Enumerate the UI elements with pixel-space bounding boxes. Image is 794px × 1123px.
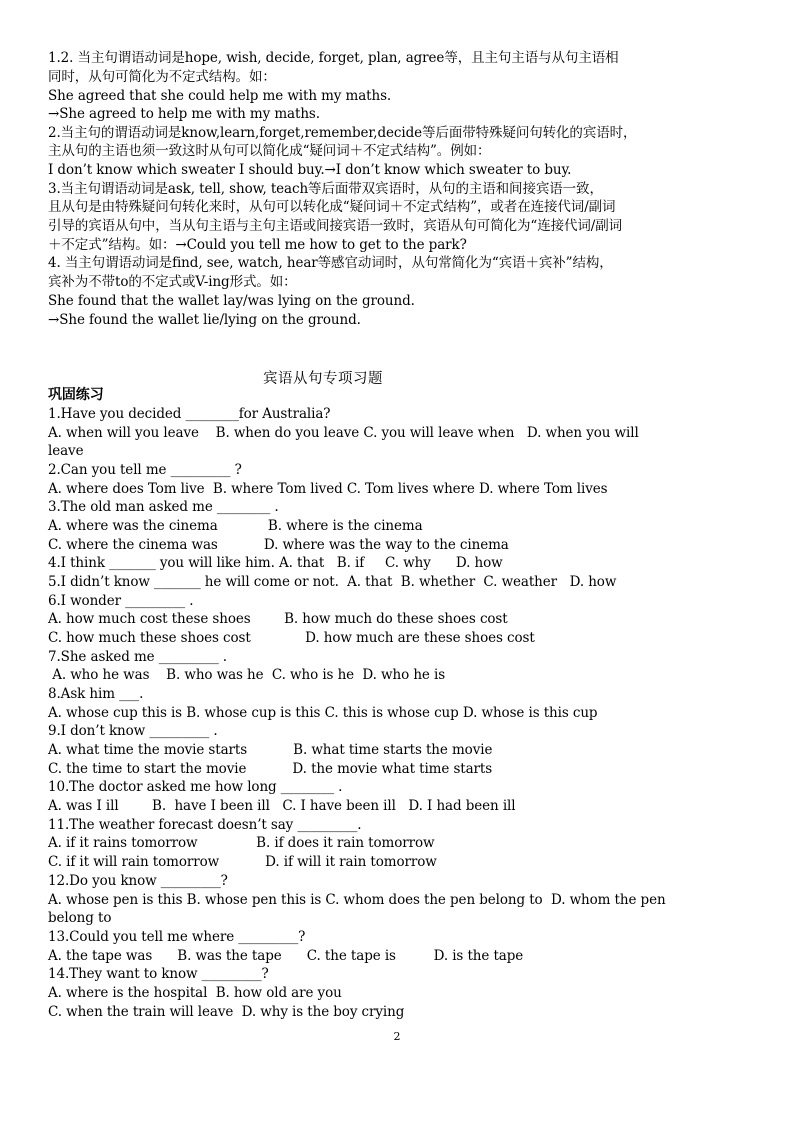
text-line: →She found the wallet lie/lying on the ground. bbox=[48, 312, 361, 328]
page-number: 2 bbox=[393, 1030, 401, 1043]
exercise-line: C. when the train will leave D. why is the boy crying bbox=[48, 1004, 405, 1020]
exercise-line: 4.I think _______ you will like him. A. that B. if C. why D. how bbox=[48, 555, 503, 571]
exercise-line: A. where was the cinema B. where is the cinema bbox=[48, 518, 423, 534]
exercise-line: 2.Can you tell me _________ ? bbox=[48, 462, 242, 478]
exercise-line: 13.Could you tell me where _________? bbox=[48, 929, 306, 945]
text-line: 引导的宾语从句中，当从句主语与主句主语或间接宾语一致时，宾语从句可简化为“连接代词/副词 bbox=[48, 218, 623, 234]
text-line: 主从句的主语也须一致这时从句可以简化成“疑问词＋不定式结构”。例如： bbox=[48, 143, 491, 159]
text-line: 4. 当主句谓语动词是find, see, watch, hear等感官动词时，从句常简化为“宾语＋宾补”结构， bbox=[48, 255, 613, 271]
exercise-line: 8.Ask him ___. bbox=[48, 686, 144, 702]
text-line: I don’t know which sweater I should buy.→I don’t know which sweater to buy. bbox=[48, 162, 572, 178]
text-line: She agreed that she could help me with my maths. bbox=[48, 88, 392, 104]
exercise-line: 3.The old man asked me ________ . bbox=[48, 499, 279, 515]
exercise-line: 11.The weather forecast doesn’t say _________. bbox=[48, 817, 362, 833]
exercise-line: A. who he was B. who was he C. who is he D. who he is bbox=[48, 667, 446, 683]
exercise-line: A. what time the movie starts B. what time starts the movie bbox=[48, 742, 493, 758]
exercise-line: A. how much cost these shoes B. how much do these shoes cost bbox=[48, 611, 508, 627]
exercise-line: A. the tape was B. was the tape C. the tape is D. is the tape bbox=[48, 948, 524, 964]
exercise-line: 10.The doctor asked me how long ________ . bbox=[48, 779, 343, 795]
text-line: 1.2. 当主句谓语动词是hope, wish, decide, forget, plan, agree等，且主句主语与从句主语相 bbox=[48, 50, 619, 66]
exercise-line: 12.Do you know _________? bbox=[48, 873, 228, 889]
exercise-line: 7.She asked me _________ . bbox=[48, 649, 227, 665]
text-line: 且从句是由特殊疑问句转化来时，从句可以转化成“疑问词＋不定式结构”，或者在连接代词/副词 bbox=[48, 199, 616, 215]
text-line: →She agreed to help me with my maths. bbox=[48, 106, 320, 122]
text-line: 3.当主句谓语动词是ask, tell, show, teach等后面带双宾语时，从句的主语和间接宾语一致， bbox=[48, 181, 603, 197]
text-line: 2.当主句的谓语动词是know,learn,forget,remember,decide等后面带特殊疑问句转化的宾语时， bbox=[48, 125, 637, 141]
exercise-line: A. if it rains tomorrow B. if does it rain tomorrow bbox=[48, 835, 435, 851]
exercise-line: belong to bbox=[48, 910, 112, 926]
text-line: 同时，从句可简化为不定式结构。如： bbox=[48, 69, 276, 85]
exercise-line: A. whose pen is this B. whose pen this is C. whom does the pen belong to D. whom the pen bbox=[48, 892, 666, 908]
exercise-line: C. where the cinema was D. where was the way to the cinema bbox=[48, 537, 509, 553]
exercise-line: 6.I wonder _________ . bbox=[48, 593, 194, 609]
page-title: 宾语从句专项习题 bbox=[263, 371, 383, 387]
exercise-line: A. whose cup this is B. whose cup is this C. this is whose cup D. whose is this cup bbox=[48, 705, 598, 721]
exercise-line: A. where is the hospital B. how old are you bbox=[48, 985, 342, 1001]
exercise-line: 1.Have you decided ________for Australia? bbox=[48, 406, 331, 422]
section-heading: 巩固练习 bbox=[48, 387, 104, 403]
exercise-line: C. if it will rain tomorrow D. if will it rain tomorrow bbox=[48, 854, 437, 870]
exercise-line: A. when will you leave B. when do you leave C. you will leave when D. when you will bbox=[48, 425, 639, 441]
text-line: She found that the wallet lay/was lying on the ground. bbox=[48, 293, 415, 309]
text-line: ＋不定式”结构。如：→Could you tell me how to get to the park? bbox=[48, 237, 467, 253]
text-line: 宾补为不带to的不定式或V-ing形式。如： bbox=[48, 274, 297, 290]
exercise-line: A. was I ill B. have I been ill C. I have been ill D. I had been ill bbox=[48, 798, 516, 814]
exercise-line: leave bbox=[48, 443, 84, 459]
exercise-line: C. how much these shoes cost D. how much are these shoes cost bbox=[48, 630, 535, 646]
exercise-line: A. where does Tom live B. where Tom lived C. Tom lives where D. where Tom lives bbox=[48, 481, 608, 497]
exercise-line: C. the time to start the movie D. the movie what time starts bbox=[48, 761, 493, 777]
exercise-line: 5.I didn’t know _______ he will come or not. A. that B. whether C. weather D. how bbox=[48, 574, 617, 590]
exercise-line: 9.I don’t know _________ . bbox=[48, 723, 218, 739]
exercise-line: 14.They want to know _________? bbox=[48, 966, 269, 982]
